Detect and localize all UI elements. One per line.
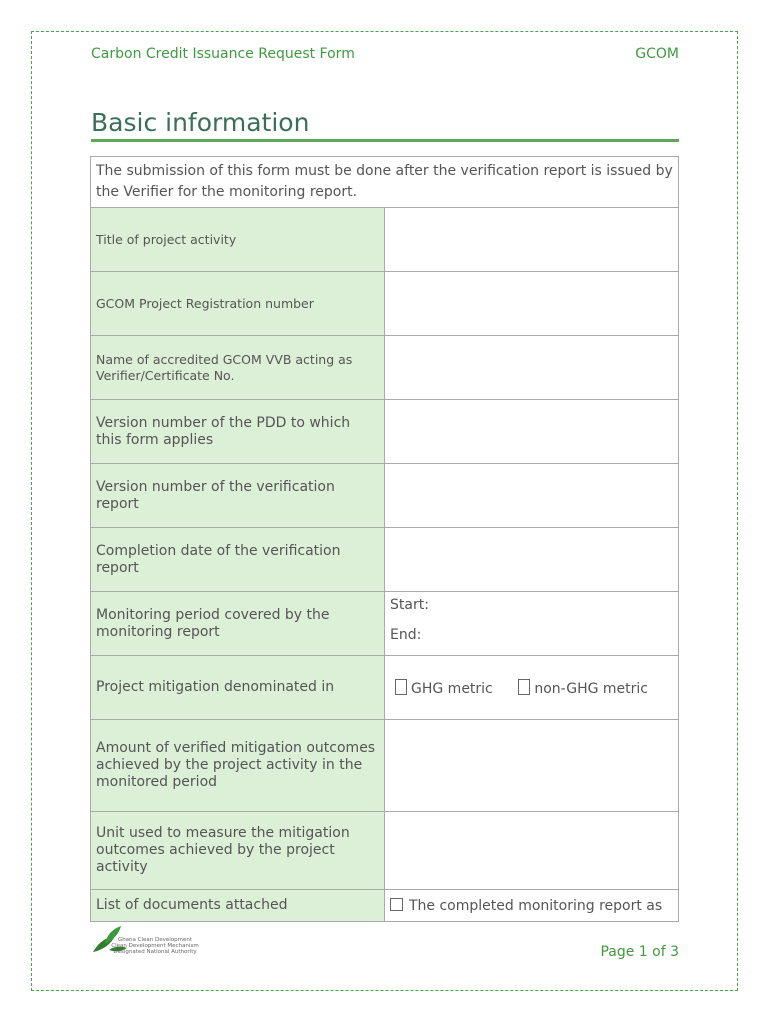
table-row — [91, 464, 679, 528]
table-row — [91, 890, 679, 922]
row-label-documents: List of documents attached — [91, 890, 385, 922]
page-number: Page 1 of 3 — [600, 944, 679, 960]
checkbox-icon[interactable] — [390, 898, 403, 911]
mitigation-denomination-field — [385, 656, 679, 720]
row-label-registration-number: GCOM Project Registration number — [91, 272, 385, 336]
verified-amount-field[interactable] — [385, 720, 679, 812]
form-header-title: Carbon Credit Issuance Request Form — [91, 46, 355, 62]
documents-field — [385, 890, 679, 922]
monitoring-period-field[interactable] — [385, 592, 679, 656]
ghg-metric-option[interactable] — [395, 679, 493, 697]
table-row — [91, 812, 679, 890]
row-label-completion-date: Completion date of the verification report — [91, 528, 385, 592]
verifier-field[interactable] — [385, 336, 679, 400]
row-label-mitigation-denomination: Project mitigation denominated in — [91, 656, 385, 720]
row-label-verifier: Name of accredited GCOM VVB acting as Verifier/Certificate No. — [91, 336, 385, 400]
table-row — [91, 208, 679, 272]
table-row — [91, 592, 679, 656]
section-title: Basic information — [91, 108, 310, 137]
completion-date-field[interactable] — [385, 528, 679, 592]
row-label-verified-amount: Amount of verified mitigation outcomes achieved by the project activity in the monitored period — [91, 720, 385, 812]
table-row — [91, 272, 679, 336]
table-row — [91, 400, 679, 464]
document-item-label: The completed monitoring report as — [409, 897, 663, 914]
row-label-report-version: Version number of the verification report — [91, 464, 385, 528]
form-header-org: GCOM — [635, 46, 679, 62]
table-row — [91, 656, 679, 720]
row-label-project-title: Title of project activity — [91, 208, 385, 272]
intro-note: The submission of this form must be done after the verification report is issued by the Verifier for the monitoring report. — [91, 157, 679, 208]
project-title-field[interactable] — [385, 208, 679, 272]
unit-field[interactable] — [385, 812, 679, 890]
table-row — [91, 336, 679, 400]
period-start-label: Start: — [390, 596, 429, 613]
row-label-pdd-version: Version number of the PDD to which this form applies — [91, 400, 385, 464]
registration-number-field[interactable] — [385, 272, 679, 336]
logo-caption: Ghana Clean Development Clean Development Mechanism Designated National Authority — [111, 937, 199, 955]
report-version-field[interactable] — [385, 464, 679, 528]
checkbox-icon[interactable] — [395, 679, 407, 695]
basic-info-table — [90, 156, 679, 922]
table-row — [91, 528, 679, 592]
non-ghg-metric-option[interactable] — [518, 679, 648, 697]
pdd-version-field[interactable] — [385, 400, 679, 464]
non-ghg-metric-label: non-GHG metric — [534, 680, 648, 697]
table-row — [91, 720, 679, 812]
period-end-label: End: — [390, 626, 422, 643]
section-divider — [91, 139, 679, 142]
row-label-unit: Unit used to measure the mitigation outcomes achieved by the project activity — [91, 812, 385, 890]
row-label-monitoring-period: Monitoring period covered by the monitoring report — [91, 592, 385, 656]
checkbox-icon[interactable] — [518, 679, 530, 695]
ghg-metric-label: GHG metric — [411, 680, 493, 697]
